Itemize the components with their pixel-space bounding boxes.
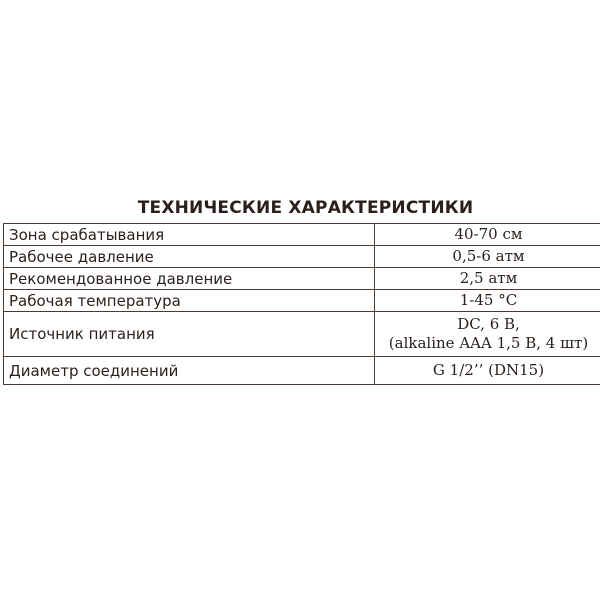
specs-section — [3, 195, 600, 385]
spec-label: Диаметр соединений — [4, 357, 375, 385]
table-row — [4, 246, 600, 268]
spec-value-line: (alkaline AAA 1,5 В, 4 шт) — [388, 334, 589, 352]
spec-label: Рекомендованное давление — [4, 268, 375, 290]
specs-table — [3, 223, 600, 385]
spec-value-line: 1-45 °C — [459, 291, 518, 309]
spec-value — [375, 224, 600, 246]
spec-value — [375, 312, 600, 357]
spec-value-line: 40-70 см — [454, 225, 523, 243]
spec-value-line: 2,5 атм — [459, 269, 518, 287]
table-row — [4, 312, 600, 357]
spec-label: Рабочее давление — [4, 246, 375, 268]
table-row — [4, 290, 600, 312]
spec-label: Зона срабатывания — [4, 224, 375, 246]
spec-value — [375, 290, 600, 312]
spec-value — [375, 246, 600, 268]
spec-label: Источник питания — [4, 312, 375, 357]
spec-value — [375, 357, 600, 385]
spec-value-line: 0,5-6 атм — [452, 247, 525, 265]
table-row — [4, 357, 600, 385]
spec-value — [375, 268, 600, 290]
specs-title: ТЕХНИЧЕСКИЕ ХАРАКТЕРИСТИКИ — [137, 198, 474, 218]
spec-value-line: DC, 6 В, — [457, 315, 520, 333]
table-row — [4, 268, 600, 290]
spec-value-line: G 1/2’’ (DN15) — [432, 361, 545, 379]
table-row — [4, 224, 600, 246]
spec-label: Рабочая температура — [4, 290, 375, 312]
